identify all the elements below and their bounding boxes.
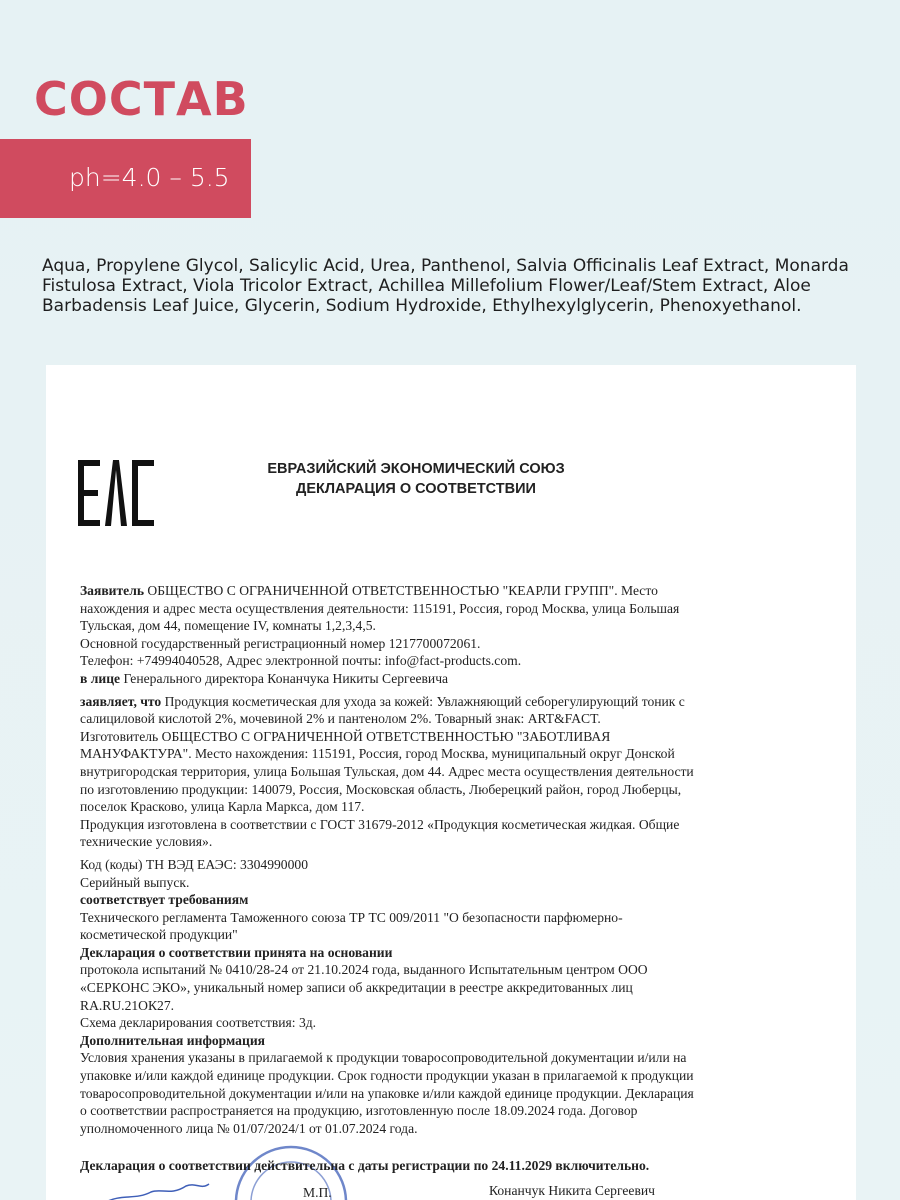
ingredients-list: Aqua, Propylene Glycol, Salicylic Acid, Urea, Panthenol, Salvia Officinalis Leaf Extract, Monarda Fistulosa Extract, Viola Tricolor Extract, Achillea Millefolium Flower/Leaf/Stem Extract, Aloe Barbadensis Leaf Juice, Glycerin, Sodium Hydroxide, Ethylhexylglycerin, Phenoxyethanol.: [42, 256, 849, 316]
line-text: Код (коды) ТН ВЭД ЕАЭС: 3304990000: [80, 856, 308, 872]
line-text: Схема декларирования соответствия: 3д.: [80, 1015, 317, 1031]
document-line: [80, 979, 694, 997]
line-bold-label: в лице: [80, 670, 121, 686]
document-line: [80, 926, 694, 944]
document-line: [80, 1120, 694, 1138]
document-line: [80, 1014, 694, 1032]
stamp-label: М.П.: [303, 1185, 332, 1200]
document-line: [80, 1085, 694, 1103]
document-line: [80, 891, 694, 909]
heading-union: ЕВРАЗИЙСКИЙ ЭКОНОМИЧЕСКИЙ СОЮЗ: [267, 461, 565, 477]
document-heading: [206, 459, 626, 499]
eac-logo-icon: [78, 460, 154, 526]
line-bold-label: Дополнительная информация: [80, 1032, 266, 1048]
line-text: о соответствии распространяется на продукцию, изготовленную после 18.09.2024 года. Договор: [80, 1103, 638, 1119]
line-text: Продукция косметическая для ухода за кожей: Увлажняющий себорегулирующий тоник с: [161, 693, 685, 709]
line-text: Телефон: +74994040528, Адрес электронной почты: info@fact-products.com.: [80, 653, 522, 669]
document-line: [80, 816, 694, 834]
line-text: Изготовитель ОБЩЕСТВО С ОГРАНИЧЕННОЙ ОТВЕТСТВЕННОСТЬЮ "ЗАБОТЛИВАЯ: [80, 728, 611, 744]
line-bold-label: Заявитель: [80, 583, 145, 598]
document-line: [80, 1032, 694, 1050]
declaration-document: [46, 365, 856, 1200]
document-line: [80, 798, 694, 816]
validity-statement: Декларация о соответствии действительна с даты регистрации по 24.11.2029 включительно.: [80, 1158, 650, 1173]
ph-banner: [0, 139, 251, 218]
document-line: [80, 781, 694, 799]
line-text: ОБЩЕСТВО С ОГРАНИЧЕННОЙ ОТВЕТСТВЕННОСТЬЮ "КЕАРЛИ ГРУПП". Место: [144, 583, 658, 598]
line-text: косметической продукции": [80, 927, 238, 943]
line-text: Тульская, дом 44, помещение IV, комнаты 1,2,3,4,5.: [80, 618, 376, 634]
line-bold-label: соответствует требованиям: [80, 892, 249, 908]
heading-declaration: ДЕКЛАРАЦИЯ О СООТВЕТСТВИИ: [296, 481, 536, 497]
document-line: [80, 944, 694, 962]
document-line: [80, 1102, 694, 1120]
document-line: [80, 997, 694, 1015]
line-text: товаросопроводительной документации и/или на упаковке и/или каждой единице продукции. Декларация: [80, 1085, 694, 1101]
line-text: салициловой кислотой 2%, мочевиной 2% и пантенолом 2%. Товарный знак: ART&FACT.: [80, 711, 601, 727]
section-title: СОСТАВ: [34, 72, 249, 126]
line-bold-label: заявляет, что: [80, 693, 162, 709]
document-line: [80, 856, 694, 874]
line-text: уполномоченного лица № 01/07/2024/1 от 01.07.2024 года.: [80, 1120, 418, 1136]
document-line: [80, 670, 694, 688]
document-body: [80, 582, 694, 1142]
ph-value: ph=4.0 – 5.5: [69, 163, 230, 192]
document-line: [80, 961, 694, 979]
signature-icon: [101, 1180, 211, 1200]
line-text: Генерального директора Конанчука Никиты Сергеевича: [120, 670, 449, 686]
document-line: [80, 600, 694, 618]
line-text: внутригородская территория, улица Большая Тульская, дом 44. Адрес места осуществления деятельности: [80, 763, 694, 779]
line-text: Технического регламента Таможенного союза ТР ТС 009/2011 "О безопасности парфюмерно-: [80, 909, 623, 925]
line-text: Серийный выпуск.: [80, 874, 190, 890]
document-line: [80, 1067, 694, 1085]
line-text: поселок Красково, улица Карла Маркса, дом 117.: [80, 799, 365, 815]
document-line: [80, 874, 694, 892]
line-text: «СЕРКОНС ЭКО», уникальный номер записи об аккредитации в реестре аккредитованных лиц: [80, 980, 633, 996]
document-line: [80, 763, 694, 781]
document-paragraph: [80, 582, 694, 688]
line-text: протокола испытаний № 0410/28-24 от 21.10.2024 года, выданного Испытательным центром ООО: [80, 962, 648, 978]
document-line: [80, 745, 694, 763]
document-line: [80, 582, 694, 600]
document-line: [80, 1049, 694, 1067]
line-text: технические условия».: [80, 834, 213, 850]
line-text: RA.RU.21ОК27.: [80, 997, 175, 1013]
line-text: по изготовлению продукции: 140079, Россия, Московская область, Люберецкий район, город Люберцы,: [80, 781, 682, 797]
line-text: Продукция изготовлена в соответствии с ГОСТ 31679-2012 «Продукция косметическая жидкая. Общие: [80, 816, 680, 832]
document-line: [80, 710, 694, 728]
line-text: МАНУФАКТУРА". Место нахождения: 115191, Россия, город Москва, муниципальный округ Донской: [80, 746, 675, 762]
document-paragraph: [80, 856, 694, 1138]
document-paragraph: [80, 693, 694, 851]
line-text: Условия хранения указаны в прилагаемой к продукции товаросопроводительной документации и/или на: [80, 1050, 687, 1066]
document-line: [80, 635, 694, 653]
line-text: Основной государственный регистрационный номер 1217700072061.: [80, 635, 481, 651]
document-line: [80, 909, 694, 927]
line-bold-label: Декларация о соответствии принята на основании: [80, 944, 393, 960]
line-text: упаковке и/или каждой единице продукции. Срок годности продукции указан в прилагаемой к продукции: [80, 1068, 694, 1084]
line-text: нахождения и адрес места осуществления деятельности: 115191, Россия, город Москва, улица Большая: [80, 600, 680, 616]
document-line: [80, 693, 694, 711]
document-line: [80, 728, 694, 746]
document-line: [80, 833, 694, 851]
signer-name: Конанчук Никита Сергеевич: [489, 1183, 655, 1198]
document-line: [80, 617, 694, 635]
document-line: [80, 652, 694, 670]
